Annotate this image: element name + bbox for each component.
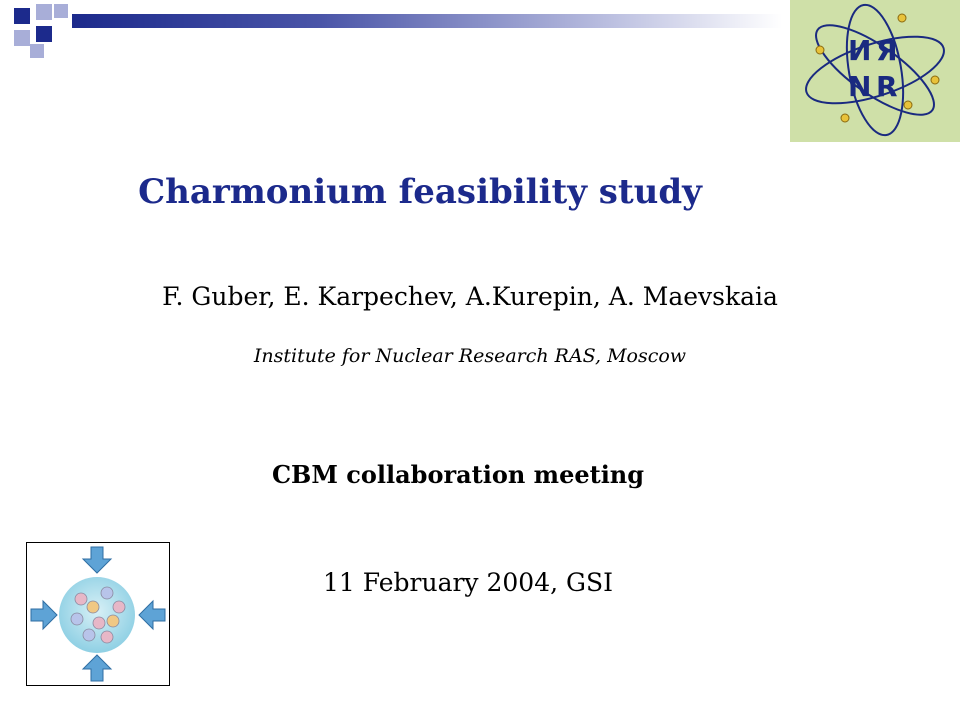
logo-letter-2: Я <box>876 34 898 67</box>
authors: F. Guber, E. Karpechev, A.Kurepin, A. Maevskaia <box>162 282 778 311</box>
logo-letter-3: N <box>848 70 872 103</box>
decor-square-2 <box>36 4 52 20</box>
decor-square-4 <box>36 26 52 42</box>
decor-square-6 <box>30 44 44 58</box>
decor-top-bar <box>72 14 782 28</box>
meeting-date: 11 February 2004, GSI <box>322 568 613 597</box>
decor-square-3 <box>14 30 30 46</box>
logo-letter-4: R <box>876 70 898 103</box>
cbm-compression-icon <box>26 542 170 686</box>
logo-letter-1: И <box>848 34 872 67</box>
decor-square-5 <box>54 4 68 18</box>
institute: Institute for Nuclear Research RAS, Moscow <box>253 345 687 367</box>
decor-square-1 <box>14 8 30 24</box>
inr-atom-logo-icon <box>790 0 960 142</box>
meeting-name: CBM collaboration meeting <box>271 460 645 489</box>
slide-title: Charmonium feasibility study <box>138 172 702 212</box>
